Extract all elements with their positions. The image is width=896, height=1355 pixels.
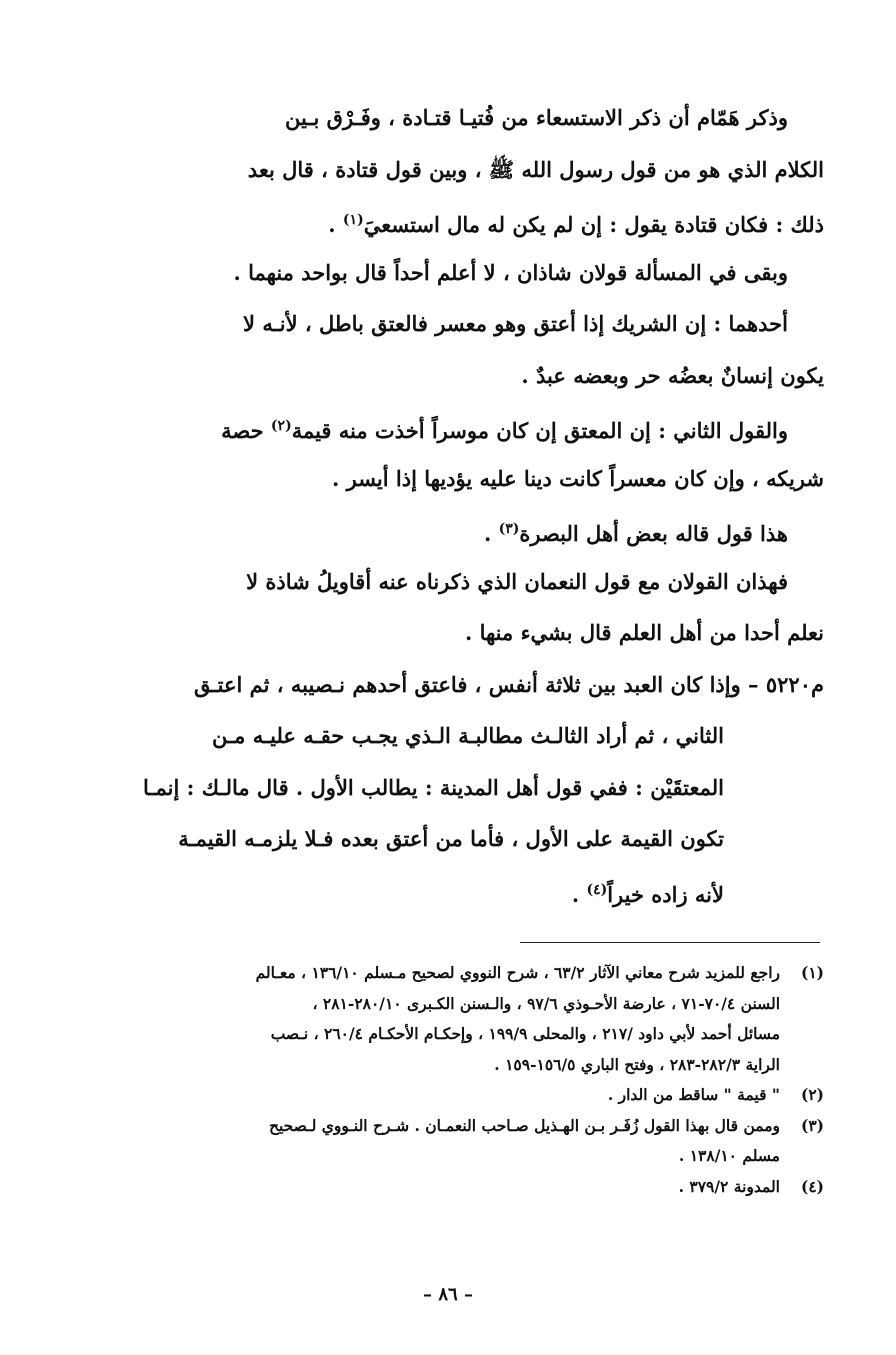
- footnote-line: مسلم ١٣٨/١٠ .: [678, 1146, 780, 1165]
- text-line: وذكر هَمّام أن ذكر الاستسعاء من فُتيـا قتـادة ، وفَـرْق بـين: [285, 105, 788, 130]
- footnote-number: (٢): [800, 1085, 824, 1104]
- text-line: ذلك : فكان قتادة يقول : إن لم يكن له مال استسعيَ$^{(١)}$ .: [328, 212, 824, 237]
- text-line: الكلام الذي هو من قول رسول الله ﷺ ، وبين قول قتادة ، قال بعد: [247, 156, 824, 182]
- footnote-ref: (٢): [270, 418, 292, 434]
- footnote-number: (١): [800, 963, 824, 982]
- footnote-ref: (٣): [498, 521, 520, 537]
- text-line: هذا قول قاله بعض أهل البصرة$^{(٣)}$ .: [483, 521, 788, 546]
- footnote: [110, 958, 824, 1080]
- footnote-ref: (٤): [586, 881, 608, 898]
- footnote: [110, 1111, 824, 1172]
- footnote-number: (٤): [800, 1176, 824, 1196]
- footnote: [110, 1080, 824, 1111]
- footnote-line: مسائل أحمد لأبي داود /٢١٧ ، والمحلى ١٩٩/٩ ، وإحكـام الأحكـام ٢٦٠/٤ ، نـصب: [270, 1024, 780, 1043]
- text-line: والقول الثاني : إن المعتق إن كان موسراً أخذت منه قيمة$^{(٢)}$ حصة: [221, 418, 788, 443]
- footnote-ref: (١): [342, 212, 364, 228]
- footnotes: [110, 958, 824, 1202]
- text-line: لأنه زاده خيراً$^{(٤)}$ .: [571, 881, 724, 907]
- text-line: فهذان القولان مع قول النعمان الذي ذكرناه عنه أقاويلُ شاذة لا: [246, 568, 788, 594]
- footnote-line: السنن ٧٠/٤-٧١ ، عارضة الأحـوذي ٩٧/٦ ، والـسنن الكـبرى ٢٨٠/١٠-٢٨١ ،: [312, 993, 780, 1013]
- text-line: الثاني ، ثم أراد الثالـث مطالبـة الـذي يجـب حقـه عليـه مـن: [212, 723, 724, 748]
- footnote-line: " قيمة " ساقط من الدار .: [607, 1085, 780, 1104]
- main-text: [110, 92, 824, 916]
- text-line: تكون القيمة على الأول ، فأما من أعتق بعده فـلا يلزمـه القيمـة: [178, 826, 724, 851]
- text-line: يكون إنسانٌ بعضُه حر وبعضه عبدٌ .: [521, 362, 824, 388]
- text-line: نعلم أحدا من أهل العلم قال بشيء منها .: [464, 620, 824, 645]
- text-line: شريكه ، وإن كان معسراً كانت دينا عليه يؤديها إذا أيسر .: [331, 465, 824, 491]
- footnote-line: المدونة ٣٧٩/٢ .: [678, 1176, 780, 1196]
- page-number: – ٨٦ –: [423, 1284, 473, 1305]
- footnote-line: الراية ٢٨٢/٣-٢٨٣ ، وفتح الباري ١٥٦/٥-١٥٩ .: [494, 1054, 780, 1074]
- text-line: م٥٢٢٠ – وإذا كان العبد بين ثلاثة أنفس ، فاعتق أحدهم نـصيبه ، ثم اعتـق: [193, 671, 824, 697]
- footnote-line: راجع للمزيد شرح معاني الآثار ٦٣/٢ ، شرح النووي لصحيح مـسلم ١٣٦/١٠ ، معـالم: [255, 963, 780, 982]
- footnote-number: (٣): [800, 1115, 824, 1135]
- text-line: أحدهما : إن الشريك إذا أعتق وهو معسر فالعتق باطل ، لأنـه لا: [243, 311, 788, 336]
- footnote: [110, 1172, 824, 1203]
- footnote-line: وممن قال بهذا القول زُفَـر بـن الهـذيل صـاحب النعمـان . شـرح النـووي لـصحيح: [268, 1115, 780, 1135]
- footnote-divider: [520, 942, 820, 943]
- text-line: المعتقَيْن : ففي قول أهل المدينة : يطالب الأول . قال مالـك : إنمـا: [142, 774, 724, 800]
- text-line: وبقى في المسألة قولان شاذان ، لا أعلم أحداً قال بواحد منهما .: [233, 259, 788, 285]
